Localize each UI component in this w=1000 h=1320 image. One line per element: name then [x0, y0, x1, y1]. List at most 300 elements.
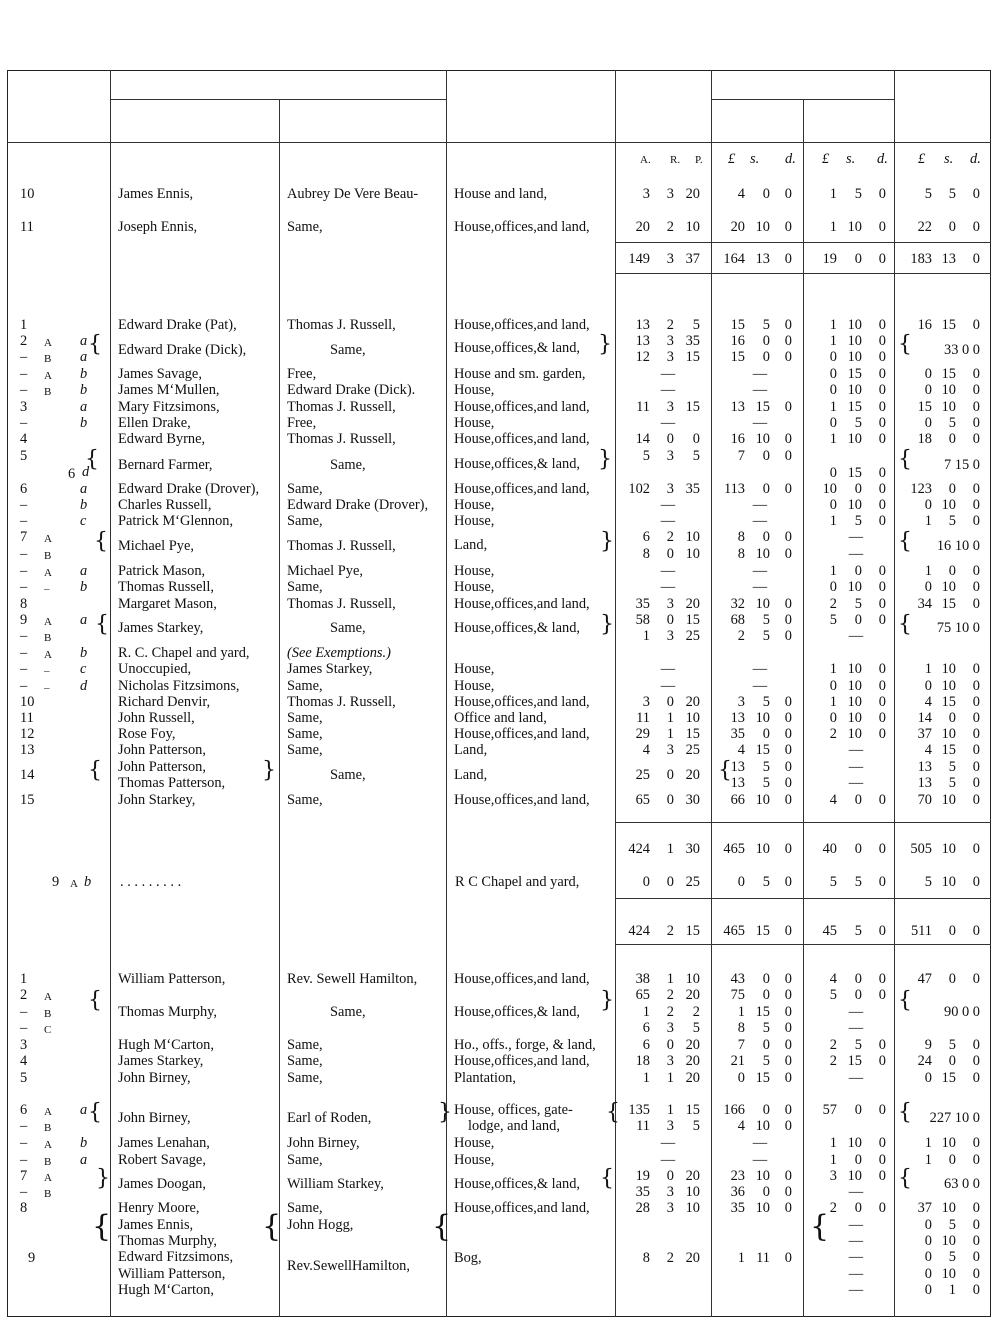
unit-p: P.: [695, 154, 703, 166]
ref-number: 8: [20, 1200, 28, 1216]
area-acres: 20: [635, 219, 650, 235]
buildings-shillings: 0: [854, 1152, 862, 1168]
total-pounds: 5: [924, 186, 932, 202]
total-unit-pounds: £: [918, 151, 926, 167]
total-pence: 0: [972, 513, 980, 529]
area-acres: 1: [642, 1004, 650, 1020]
ref-sub-letter: B: [44, 386, 52, 398]
brace-mark: {: [95, 612, 109, 637]
area-perches: 35: [685, 481, 700, 497]
total-shillings: 10: [941, 399, 956, 415]
land-pounds: 15: [730, 317, 745, 333]
occupier-name: Thomas Murphy,: [118, 1233, 217, 1249]
occupier-name: James Ennis,: [118, 1217, 194, 1233]
ref-number: –: [20, 628, 28, 644]
total-ld: 0: [784, 841, 792, 857]
ref-letter: a: [80, 563, 88, 579]
buildings-pence: 0: [878, 382, 886, 398]
buildings-shillings: 5: [854, 513, 862, 529]
land-pounds: 15: [730, 349, 745, 365]
coni-incl-rule: [615, 898, 991, 899]
total-pounds: 47: [917, 971, 932, 987]
area-roods: 0: [666, 612, 674, 628]
ref-sub-letter: A: [44, 370, 52, 382]
total-pence: 0: [972, 1200, 980, 1216]
land-shillings: 0: [762, 481, 770, 497]
buildings-pounds-dash: —: [848, 1249, 864, 1265]
brace-mark: {: [898, 529, 912, 554]
buildings-pounds: 4: [829, 792, 837, 808]
area-roods: 3: [666, 448, 674, 464]
land-shillings: 5: [762, 1053, 770, 1069]
total-bd: 0: [878, 841, 886, 857]
total-ba: 40: [822, 841, 837, 857]
buildings-shillings: 10: [847, 333, 862, 349]
area-perches: 20: [685, 596, 700, 612]
lessor-name: Rev. Sewell Hamilton,: [287, 971, 418, 987]
brace-mark: {: [88, 758, 102, 783]
land-pounds: 35: [730, 726, 745, 742]
land-pounds: 68: [730, 612, 745, 628]
exempt-td: 0: [972, 874, 980, 890]
ref-number: –: [20, 1135, 28, 1151]
buildings-pounds: 1: [829, 317, 837, 333]
total-ta: 511: [910, 923, 932, 939]
ref-sub-letter: A: [44, 1139, 52, 1151]
brace-mark: {: [88, 332, 102, 357]
brace-mark: {: [898, 988, 912, 1013]
land-shillings: 5: [762, 317, 770, 333]
ref-sub-letter: B: [44, 1008, 52, 1020]
buildings-pence: 0: [878, 465, 886, 481]
occupier-name: John Starkey,: [118, 792, 196, 808]
buildings-shillings: 10: [847, 710, 862, 726]
land-pence: 0: [784, 1053, 792, 1069]
area-perches: 10: [685, 219, 700, 235]
tenement-description: House,: [454, 1152, 495, 1168]
land-pounds: 13: [730, 399, 745, 415]
ref-number: 5: [20, 448, 28, 464]
total-a: 424: [628, 841, 650, 857]
buildings-pounds-dash: —: [848, 529, 864, 545]
total-shillings: 10: [941, 1200, 956, 1216]
land-pence: 0: [784, 448, 792, 464]
land-shillings: 0: [762, 186, 770, 202]
occupier-name: R. C. Chapel and yard,: [118, 645, 250, 661]
land-pence: 0: [784, 759, 792, 775]
tenement-description: House,offices,and land,: [454, 219, 590, 235]
ref-letter: b: [80, 415, 88, 431]
buildings-pounds-dash: —: [848, 1266, 864, 1282]
coni-total-rule: [615, 822, 991, 823]
area-acres: 1: [642, 1070, 650, 1086]
area-acres-dash: —: [660, 382, 676, 398]
ref-number: 2: [20, 987, 28, 1003]
buildings-pence: 0: [878, 987, 886, 1003]
area-acres: 3: [642, 694, 650, 710]
land-pounds-dash: —: [752, 1152, 768, 1168]
total-ta: 505: [910, 841, 932, 857]
ref-number: –: [20, 415, 28, 431]
tenement-description: House,offices,and land,: [454, 399, 590, 415]
buildings-pounds-dash: —: [848, 1020, 864, 1036]
occupier-name: John Patterson,: [118, 759, 206, 775]
land-pounds: 8: [737, 1020, 745, 1036]
area-perches: 10: [685, 971, 700, 987]
ref-letter: a: [80, 1152, 88, 1168]
ref-sub-letter: A: [44, 567, 52, 579]
land-pounds: 8: [737, 546, 745, 562]
area-acres: 11: [636, 1118, 650, 1134]
exempt-la: 0: [737, 874, 745, 890]
buildings-shillings: 5: [854, 1037, 862, 1053]
area-roods: 3: [666, 742, 674, 758]
ref-letter: a: [80, 333, 88, 349]
land-shillings: 10: [755, 710, 770, 726]
buildings-shillings: 10: [847, 694, 862, 710]
col-rule-buildings: [894, 70, 895, 1317]
total-pence: 0: [972, 186, 980, 202]
total-ta: 183: [910, 251, 932, 267]
lessor-name: Same,: [330, 620, 366, 636]
ref-letter: b: [80, 579, 88, 595]
land-pence: 0: [784, 710, 792, 726]
exempt-description: R C Chapel and yard,: [455, 874, 580, 890]
buildings-shillings: 5: [854, 596, 862, 612]
total-bs: 0: [854, 841, 862, 857]
total-bd: 0: [878, 923, 886, 939]
total-shillings: 15: [941, 694, 956, 710]
buildings-pounds: 5: [829, 612, 837, 628]
ref-number: –: [20, 1118, 28, 1134]
area-roods: 1: [666, 1102, 674, 1118]
lessor-name: Michael Pye,: [287, 563, 363, 579]
tenement-description: House,offices,and land,: [454, 317, 590, 333]
brace-mark: {: [432, 1209, 452, 1244]
total-pounds: 0: [924, 1249, 932, 1265]
area-perches: 20: [685, 186, 700, 202]
land-shillings: 10: [755, 431, 770, 447]
buildings-pounds-dash: —: [848, 1070, 864, 1086]
total-pounds: 0: [924, 1233, 932, 1249]
area-perches: 5: [692, 1118, 700, 1134]
total-shillings: 15: [941, 366, 956, 382]
buildings-shillings: 0: [854, 612, 862, 628]
total-la: 465: [723, 841, 745, 857]
land-shillings: 0: [762, 1102, 770, 1118]
area-perches: 20: [685, 1053, 700, 1069]
total-shillings: 15: [941, 317, 956, 333]
brace-mark: }: [600, 612, 614, 637]
total-pounds: 37: [917, 726, 932, 742]
land-pence: 0: [784, 431, 792, 447]
total-pounds: 0: [924, 1070, 932, 1086]
ref-number: –: [20, 563, 28, 579]
buildings-shillings: 0: [854, 971, 862, 987]
lessor-name: Earl of Roden,: [287, 1110, 372, 1126]
land-pounds: 23: [730, 1168, 745, 1184]
occupier-name: Richard Denvir,: [118, 694, 211, 710]
total-pounds: 0: [924, 1282, 932, 1298]
area-acres-dash: —: [660, 415, 676, 431]
area-perches: 5: [692, 1020, 700, 1036]
total-ba: 45: [822, 923, 837, 939]
buildings-shillings: 10: [847, 431, 862, 447]
land-pounds: 21: [730, 1053, 745, 1069]
buildings-shillings: 15: [847, 1053, 862, 1069]
occupier-name: James Doogan,: [118, 1176, 206, 1192]
land-pounds: 35: [730, 1200, 745, 1216]
ref-number: –: [20, 366, 28, 382]
area-perches: 25: [685, 742, 700, 758]
total-shillings: 5: [948, 415, 956, 431]
land-shillings: 11: [756, 1250, 770, 1266]
area-acres-dash: —: [660, 563, 676, 579]
brace-mark: {: [94, 529, 108, 554]
lessor-name: Same,: [330, 1004, 366, 1020]
col-rule-lessor: [446, 70, 447, 1317]
buildings-shillings: 0: [854, 481, 862, 497]
tenement-description: House,offices,& land,: [454, 340, 581, 356]
buildings-pounds: 1: [829, 513, 837, 529]
area-roods: 3: [666, 596, 674, 612]
ref-letter: b: [80, 497, 88, 513]
land-pounds: 20: [730, 219, 745, 235]
occupier-name: Michael Pye,: [118, 538, 194, 554]
total-ls: 10: [755, 841, 770, 857]
land-pounds: 16: [730, 333, 745, 349]
total-shillings: 0: [948, 971, 956, 987]
ref-number: 7: [20, 529, 28, 545]
area-perches: 10: [685, 1184, 700, 1200]
land-pounds: 7: [737, 1037, 745, 1053]
occupier-name: William Patterson,: [118, 1266, 226, 1282]
land-pence: 0: [784, 529, 792, 545]
land-pence: 0: [784, 694, 792, 710]
land-pence: 0: [784, 1004, 792, 1020]
buildings-pounds: 3: [829, 1168, 837, 1184]
area-roods: 2: [666, 529, 674, 545]
total-shillings: 10: [941, 726, 956, 742]
occupier-name: Patrick Mason,: [118, 563, 206, 579]
lessor-name: Edward Drake (Drover),: [287, 497, 429, 513]
buildings-shillings: 15: [847, 399, 862, 415]
buildings-pounds: 1: [829, 399, 837, 415]
total-ls: 15: [755, 923, 770, 939]
total-pence: 0: [972, 710, 980, 726]
buildings-pence: 0: [878, 596, 886, 612]
tenement-description: House,offices,and land,: [454, 1200, 590, 1216]
total-ts: 10: [941, 841, 956, 857]
occupier-name: John Russell,: [118, 710, 195, 726]
occupier-name: Robert Savage,: [118, 1152, 206, 1168]
ref-letter: a: [80, 399, 88, 415]
occupier-name: Mary Fitzsimons,: [118, 399, 220, 415]
occupier-name: John Birney,: [118, 1070, 191, 1086]
buildings-pounds-dash: —: [848, 1282, 864, 1298]
total-pounds: 9: [924, 1037, 932, 1053]
tenement-description: Land,: [454, 767, 488, 783]
total-pence: 0: [972, 366, 980, 382]
brace-mark: }: [438, 1100, 452, 1125]
lessor-name: Same,: [287, 219, 323, 235]
brace-mark: {: [262, 1209, 282, 1244]
buildings-shillings: 10: [847, 317, 862, 333]
total-pounds: 0: [924, 366, 932, 382]
brace-mark: {: [600, 1166, 614, 1191]
area-roods: 1: [666, 971, 674, 987]
whig-total-rule-bottom: [615, 273, 991, 274]
land-pence: 0: [784, 1250, 792, 1266]
buildings-pence: 0: [878, 1102, 886, 1118]
land-pounds: 7: [737, 448, 745, 464]
ref-number: –: [20, 1184, 28, 1200]
buildings-pounds-dash: —: [848, 742, 864, 758]
area-roods: 3: [666, 333, 674, 349]
land-pence: 0: [784, 987, 792, 1003]
land-pence: 0: [784, 726, 792, 742]
names-subrule: [110, 99, 446, 100]
land-shillings: 0: [762, 529, 770, 545]
buildings-pounds: 2: [829, 1200, 837, 1216]
area-roods: 3: [666, 186, 674, 202]
unit-r: R.: [670, 154, 681, 166]
area-roods: 0: [666, 792, 674, 808]
land-shillings: 10: [755, 219, 770, 235]
total-pence: 0: [972, 481, 980, 497]
ref-sub-letter: C: [44, 1024, 52, 1036]
tenement-description: House,offices,and land,: [454, 726, 590, 742]
buildings-shillings: 10: [847, 382, 862, 398]
occupier-name: Bernard Farmer,: [118, 457, 213, 473]
total-merged: 33 0 0: [944, 342, 980, 358]
total-pounds: 1: [924, 1152, 932, 1168]
occupier-name: Edward Fitzsimons,: [118, 1249, 234, 1265]
total-pence: 0: [972, 1135, 980, 1151]
buildings-pence: 0: [878, 497, 886, 513]
ref-letter: a: [80, 481, 88, 497]
total-pounds: 22: [917, 219, 932, 235]
buildings-pence: 0: [878, 661, 886, 677]
land-pounds: 0: [737, 1070, 745, 1086]
land-pence: 0: [784, 481, 792, 497]
buildings-shillings: 10: [847, 661, 862, 677]
tenement-description: House,offices,and land,: [454, 694, 590, 710]
ref-number: 11: [20, 219, 34, 235]
ref-sub-letter: B: [44, 550, 52, 562]
land-pounds-dash: —: [752, 415, 768, 431]
occupier-name: Ellen Drake,: [118, 415, 191, 431]
area-roods: 2: [666, 987, 674, 1003]
ref-sub-letter: –: [44, 583, 50, 595]
total-shillings: 0: [948, 710, 956, 726]
buildings-shillings: 10: [847, 1135, 862, 1151]
buildings-pounds: 0: [829, 497, 837, 513]
land-pence: 0: [784, 1168, 792, 1184]
total-pounds: 37: [917, 1200, 932, 1216]
lessor-name: Rev.SewellHamilton,: [287, 1258, 410, 1274]
total-bs: 0: [854, 251, 862, 267]
land-shillings: 5: [762, 1020, 770, 1036]
area-roods: 2: [666, 1250, 674, 1266]
lessor-name: William Starkey,: [287, 1176, 384, 1192]
land-pounds-dash: —: [752, 382, 768, 398]
rateable-subrule: [711, 99, 894, 100]
ref-number: –: [20, 513, 28, 529]
total-p: 15: [685, 923, 700, 939]
total-a: 424: [628, 923, 650, 939]
area-roods: 0: [666, 431, 674, 447]
total-shillings: 0: [948, 431, 956, 447]
area-roods: 3: [666, 1020, 674, 1036]
occupier-name: Thomas Patterson,: [118, 775, 226, 791]
buildings-shillings: 0: [854, 987, 862, 1003]
land-shillings: 15: [755, 1004, 770, 1020]
buildings-unit-shillings: s.: [846, 151, 856, 167]
area-acres: 65: [635, 987, 650, 1003]
total-la: 465: [723, 923, 745, 939]
total-shillings: 10: [941, 497, 956, 513]
lessor-name: John Birney,: [287, 1135, 360, 1151]
total-pounds: 1: [924, 1135, 932, 1151]
brace-mark: {: [898, 447, 912, 472]
lessor-name: Same,: [287, 579, 323, 595]
occupier-name: Edward Byrne,: [118, 431, 206, 447]
buildings-pence: 0: [878, 186, 886, 202]
area-perches: 20: [685, 694, 700, 710]
brace-mark: {: [92, 1209, 112, 1244]
lessor-name: Same,: [330, 767, 366, 783]
occupier-name: James Lenahan,: [118, 1135, 210, 1151]
land-shillings: 10: [755, 546, 770, 562]
area-perches: 5: [692, 448, 700, 464]
brace-mark: }: [262, 758, 276, 783]
total-pounds: 4: [924, 694, 932, 710]
total-pence: 0: [972, 726, 980, 742]
lessor-name: Thomas J. Russell,: [287, 399, 396, 415]
ref-sub-letter: A: [44, 616, 52, 628]
total-a: 149: [628, 251, 650, 267]
area-acres: 12: [635, 349, 650, 365]
land-shillings: 10: [755, 1200, 770, 1216]
occupier-name: James Ennis,: [118, 186, 194, 202]
total-td: 0: [972, 841, 980, 857]
tenement-description: House,: [454, 382, 495, 398]
land-pounds: 1: [737, 1250, 745, 1266]
land-pounds: 4: [737, 1118, 745, 1134]
ref-number: 2: [20, 333, 28, 349]
total-pence: 0: [972, 792, 980, 808]
land-pence: 0: [784, 349, 792, 365]
col-rule-desc: [615, 70, 616, 1317]
total-shillings: 10: [941, 1233, 956, 1249]
buildings-pounds: 0: [829, 366, 837, 382]
total-shillings: 5: [948, 513, 956, 529]
lessor-name: Same,: [287, 726, 323, 742]
ref-number: 14: [20, 767, 35, 783]
tenement-description: House,offices,& land,: [454, 1004, 581, 1020]
area-acres: 11: [636, 710, 650, 726]
total-pence: 0: [972, 1217, 980, 1233]
land-pounds: 32: [730, 596, 745, 612]
buildings-pounds: 2: [829, 726, 837, 742]
total-pounds: 14: [917, 710, 932, 726]
area-roods: 0: [666, 546, 674, 562]
tenement-description: House,offices,and land,: [454, 971, 590, 987]
coni-incl-rule-bottom: [615, 944, 991, 945]
tenement-description: House,: [454, 497, 495, 513]
buildings-pounds: 1: [829, 219, 837, 235]
